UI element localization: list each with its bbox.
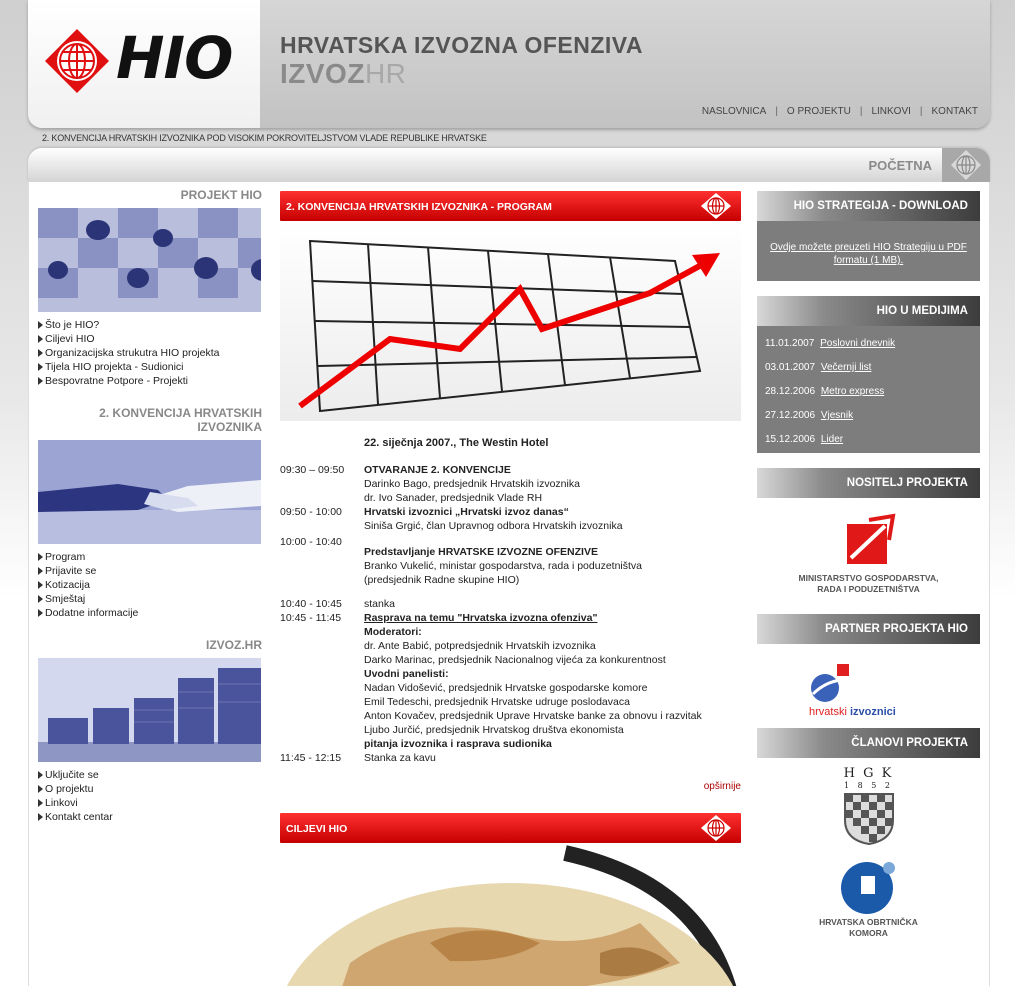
program-item-title: Predstavljanje HRVATSKE IZVOZNE OFENZIVE (364, 546, 598, 558)
media-source-link[interactable]: Večernji list (820, 362, 872, 373)
left-sidebar (38, 188, 262, 824)
ministry-name-line1: MINISTARSTVO GOSPODARSTVA, (798, 573, 939, 583)
program-row (280, 535, 741, 587)
ministry-name-line2: RADA I PODUZETNIŠTVA (817, 584, 920, 594)
nav-kontakt[interactable]: KONTAKT (931, 106, 978, 117)
program-schedule (280, 463, 741, 765)
handshake-image (38, 440, 261, 544)
media-item (765, 356, 972, 380)
program-item-text: Anton Kovačev, predsjednik Uprave Hrvatske banke za obnovu i razvitak (364, 710, 702, 722)
tagline: 2. KONVENCIJA HRVATSKIH IZVOZNIKA POD VISOKIM POKROVITELJSTVOM VLADE REPUBLIKE HRVATSKE (42, 133, 487, 143)
media-date: 03.01.2007 (765, 362, 816, 373)
subtitle-part-a: IZVOZ (280, 58, 365, 89)
program-time: 10:00 - 10:40 (280, 536, 342, 548)
globe-image (280, 843, 741, 986)
program-item-text: Emil Tedeschi, predsjednik Hrvatske udruge poslodavaca (364, 696, 630, 708)
program-item-text: Siniša Grgić, član Upravnog odbora Hrvatskih izvoznika (364, 520, 623, 532)
globe-icon (942, 148, 990, 182)
program-row (280, 611, 741, 751)
partner-name-part-a: hrvatski (809, 706, 850, 718)
program-item-text: dr. Ivo Sanader, predsjednik Vlade RH (364, 492, 543, 504)
media-date: 27.12.2006 (765, 410, 816, 421)
media-list (757, 326, 980, 453)
hgk-letters: H G K (843, 766, 894, 781)
hok-logo[interactable] (757, 854, 980, 944)
projekt-hio-links (38, 318, 262, 388)
logo[interactable] (28, 0, 260, 128)
program-time: 10:45 - 11:45 (280, 612, 342, 624)
link-ciljevi-hio[interactable]: Ciljevi HIO (38, 332, 262, 346)
program-time: 10:40 - 10:45 (280, 598, 342, 610)
program-item-text: dr. Ante Babić, potpredsjednik Hrvatskih izvoznika (364, 640, 596, 652)
link-kotizacija[interactable]: Kotizacija (38, 578, 262, 592)
program-time: 09:50 - 10:00 (280, 506, 342, 518)
program-item-text: Darko Marinac, predsjednik Nacionalnog vijeća za konkurentnost (364, 654, 666, 666)
globe-logo-icon (44, 28, 110, 94)
hgk-logo[interactable] (757, 758, 980, 854)
members-header: ČLANOVI PROJEKTA (757, 728, 980, 758)
goals-header (280, 813, 741, 843)
site-title: HRVATSKA IZVOZNA OFENZIVA (280, 32, 644, 58)
program-item-text: (predsjednik Radne skupine HIO) (364, 574, 520, 586)
hgk-checkerboard-icon (841, 790, 897, 846)
partner-name (809, 706, 896, 718)
program-item-title: OTVARANJE 2. KONVENCIJE (364, 464, 511, 476)
program-row (280, 751, 741, 765)
nav-separator: | (775, 106, 778, 117)
right-sidebar (757, 191, 980, 944)
nav-o-projektu[interactable]: O PROJEKTU (786, 106, 851, 117)
program-discussion-link[interactable]: Rasprava na temu "Hrvatska izvozna ofenziva" (364, 612, 598, 624)
program-row (280, 597, 741, 611)
containers-image (38, 658, 261, 762)
program-time: 11:45 - 12:15 (280, 752, 342, 764)
program-item-title: Uvodni panelisti: (364, 668, 449, 680)
hgk-year: 1 8 5 2 (844, 781, 893, 790)
program-item-text: Stanka za kavu (364, 752, 436, 764)
hok-logo-icon (839, 858, 899, 914)
program-item-text: stanka (364, 598, 395, 610)
site-header (28, 0, 990, 128)
media-source-link[interactable]: Poslovni dnevnik (820, 338, 896, 349)
section-title-konvencija: 2. KONVENCIJA HRVATSKIH IZVOZNIKA (99, 406, 262, 434)
program-row (280, 463, 741, 505)
link-organizacijska-struktura[interactable]: Organizacijska strukutra HIO projekta (38, 346, 262, 360)
media-source-link[interactable]: Metro express (820, 386, 885, 397)
page-title: POČETNA (868, 158, 932, 173)
media-item (765, 332, 972, 356)
site-subtitle (280, 58, 406, 90)
partner-name-part-b: izvoznici (849, 706, 896, 718)
holder-header: NOSITELJ PROJEKTA (757, 468, 980, 498)
link-o-projektu[interactable]: O projektu (38, 782, 262, 796)
nav-naslovnica[interactable]: NASLOVNICA (701, 106, 767, 117)
program-item-title: Moderatori: (364, 626, 422, 638)
link-sto-je-hio[interactable]: Što je HIO? (38, 318, 262, 332)
ministry-arrow-icon (839, 512, 899, 570)
media-item (765, 380, 972, 404)
media-source-link[interactable]: Vjesnik (820, 410, 854, 421)
link-program[interactable]: Program (38, 550, 262, 564)
link-prijavite-se[interactable]: Prijavite se (38, 564, 262, 578)
program-item-text: Nadan Vidošević, predsjednik Hrvatske gospodarske komore (364, 682, 648, 694)
program-item-title: Hrvatski izvoznici „Hrvatski izvoz danas“ (364, 506, 569, 518)
media-date: 11.01.2007 (765, 338, 815, 349)
ministry-logo[interactable] (757, 498, 980, 614)
goals-title: CILJEVI HIO (286, 823, 348, 835)
logo-text: HIO (116, 24, 233, 92)
page-title-bar (28, 148, 990, 182)
link-bespovratne-potpore[interactable]: Bespovratne Potpore - Projekti (38, 374, 262, 388)
media-item (765, 428, 972, 452)
program-date: 22. siječnja 2007., The Westin Hotel (364, 437, 549, 449)
media-header: HIO U MEDIJIMA (757, 296, 980, 326)
more-link[interactable]: opširnije (703, 781, 741, 792)
main-column (280, 191, 741, 986)
link-linkovi[interactable]: Linkovi (38, 796, 262, 810)
media-source-link[interactable]: Lider (820, 434, 844, 445)
partner-logo-icon (807, 664, 851, 704)
program-title: 2. KONVENCIJA HRVATSKIH IZVOZNIKA - PROGRAM (286, 201, 552, 213)
strategy-download-link[interactable]: Ovdje možete preuzeti HIO Strategiju u PDF formatu (1 MB). (757, 221, 980, 281)
program-item-title: pitanja izvoznika i rasprava sudionika (364, 738, 552, 750)
strategy-header: HIO STRATEGIJA - DOWNLOAD (757, 191, 980, 221)
partner-header: PARTNER PROJEKTA HIO (757, 614, 980, 644)
program-row (280, 505, 741, 533)
nav-separator: | (919, 106, 923, 117)
partner-logo[interactable] (757, 644, 980, 728)
hok-name-line1: HRVATSKA OBRTNIČKA (819, 917, 918, 927)
konvencija-links (38, 550, 262, 620)
media-item (765, 404, 972, 428)
chess-image (38, 208, 261, 312)
subtitle-part-b: HR (364, 58, 407, 89)
link-dodatne-informacije[interactable]: Dodatne informacije (38, 606, 262, 620)
nav-linkovi[interactable]: LINKOVI (871, 106, 911, 117)
section-title-projekt-hio: PROJEKT HIO (180, 188, 262, 202)
program-item-text: Darinko Bago, predsjednik Hrvatskih izvoznika (364, 478, 580, 490)
program-time: 09:30 – 09:50 (280, 464, 345, 476)
media-date: 15.12.2006 (765, 434, 816, 445)
section-title-izvoz-hr: IZVOZ.HR (206, 638, 262, 652)
link-tijela-hio[interactable]: Tijela HIO projekta - Sudionici (38, 360, 262, 374)
growth-chart-image (280, 221, 741, 421)
program-item-text: Ljubo Jurčić, predsjednik Hrvatskog društva ekonomista (364, 724, 624, 736)
link-kontakt-centar[interactable]: Kontakt centar (38, 810, 262, 824)
top-navigation (702, 106, 978, 117)
program-item-text: Branko Vukelić, ministar gospodarstva, rada i poduzetništva (364, 560, 643, 572)
program-header (280, 191, 741, 221)
media-date: 28.12.2006 (765, 386, 816, 397)
link-ukljucite-se[interactable]: Uključite se (38, 768, 262, 782)
link-smjestaj[interactable]: Smještaj (38, 592, 262, 606)
hok-name-line2: KOMORA (849, 928, 888, 938)
nav-separator: | (859, 106, 863, 117)
izvoz-hr-links (38, 768, 262, 824)
globe-icon (701, 815, 731, 841)
globe-icon (701, 193, 731, 219)
